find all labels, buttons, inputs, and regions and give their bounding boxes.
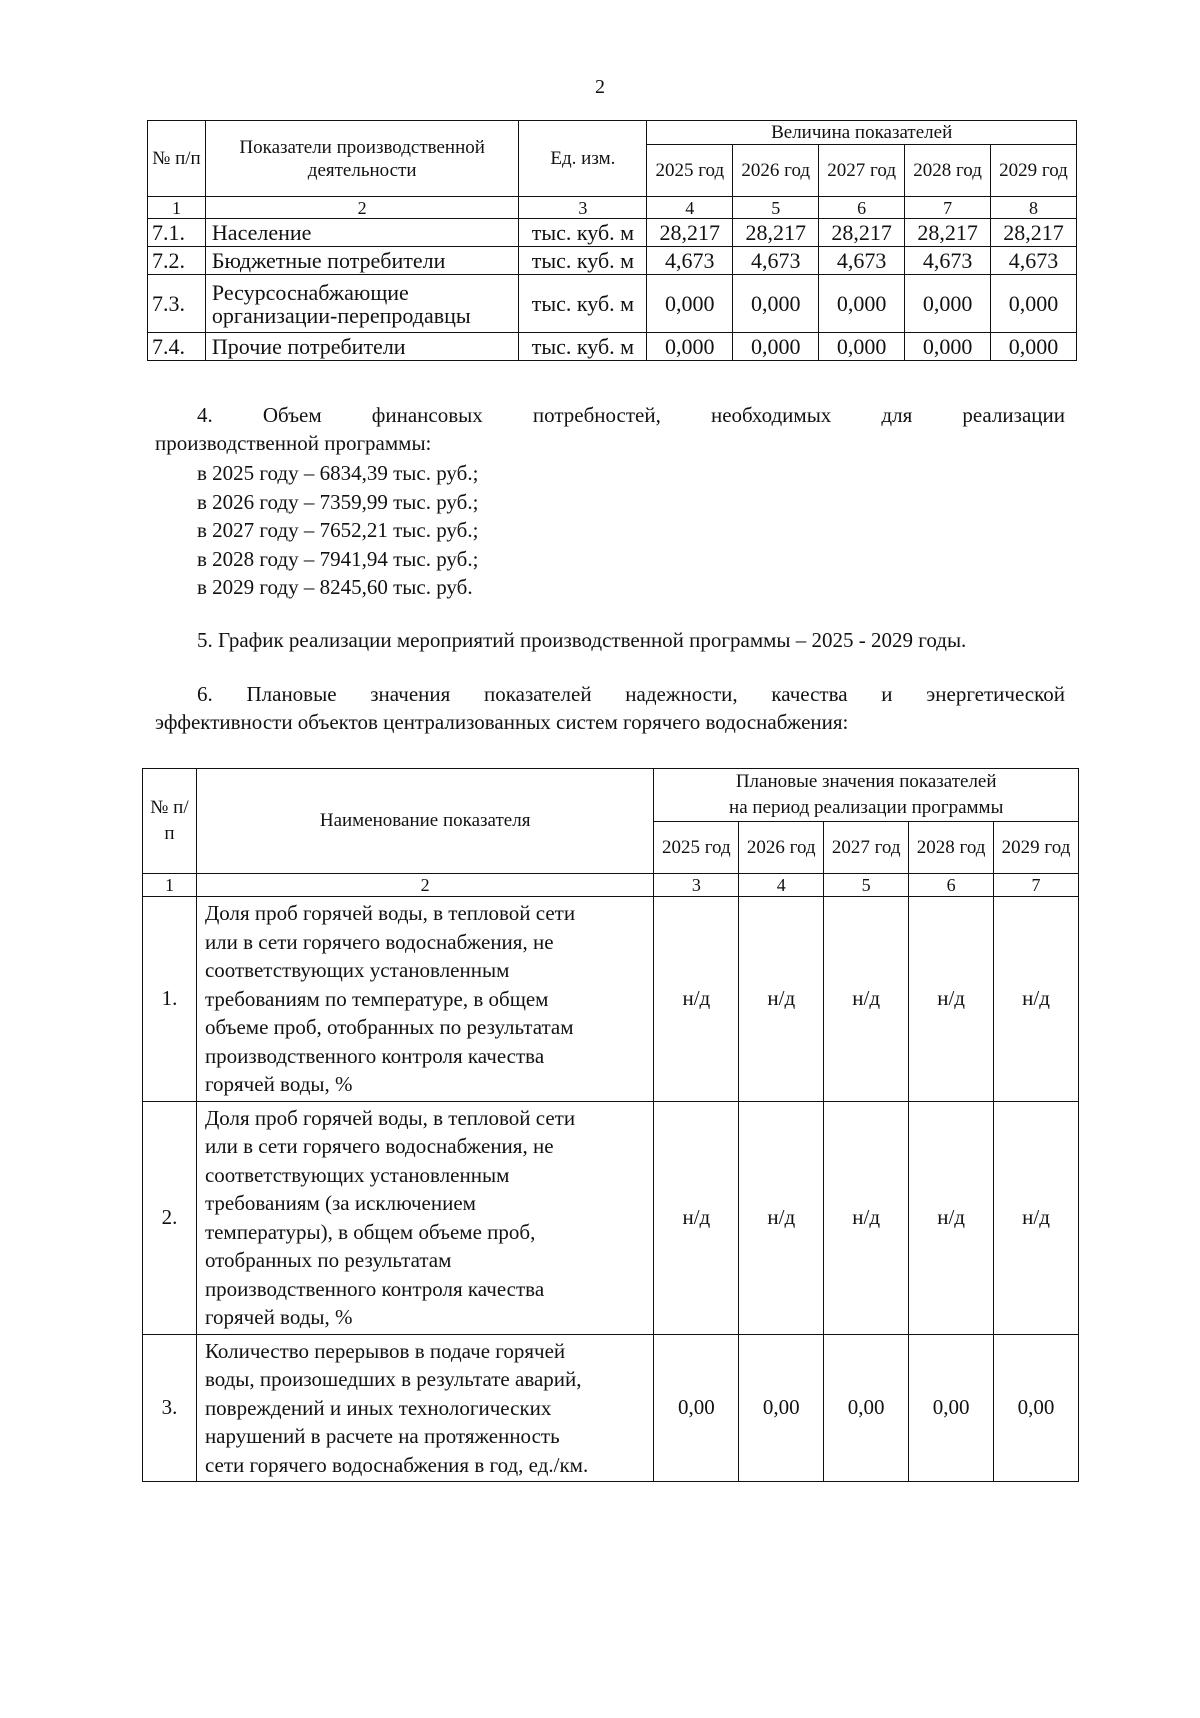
header-unit: Ед. изм. xyxy=(519,121,647,197)
row-value: 4,673 xyxy=(819,247,905,275)
column-number: 5 xyxy=(733,197,819,219)
table-row xyxy=(148,219,1077,247)
header-num: № п/п xyxy=(143,769,197,874)
row-num: 7.1. xyxy=(148,219,206,247)
row-value: н/д xyxy=(994,897,1079,1102)
row-name: Население xyxy=(205,219,519,247)
section-6-line-2: эффективности объектов централизованных систем горячего водоснабжения: xyxy=(155,710,849,734)
row-unit: тыс. куб. м xyxy=(519,333,647,361)
row-value: 4,673 xyxy=(647,247,733,275)
row-name-line: или в сети горячего водоснабжения, не xyxy=(204,1134,554,1158)
column-number: 2 xyxy=(196,874,653,897)
row-value: 0,00 xyxy=(909,1334,994,1482)
row-name-line: Количество перерывов в подаче горячей xyxy=(204,1338,566,1363)
row-name-line: Доля проб горячей воды, в тепловой сети xyxy=(204,901,576,925)
list-item: в 2025 году – 6834,39 тыс. руб.; xyxy=(197,461,479,485)
row-name-line: нарушений в расчете на протяженность xyxy=(204,1424,560,1448)
column-number: 7 xyxy=(994,874,1079,897)
header-year: 2027 год xyxy=(824,822,909,874)
row-name-line: горячей воды, % xyxy=(204,1305,353,1329)
row-value: 0,000 xyxy=(991,275,1077,333)
row-name-line: производственного контроля качества xyxy=(204,1043,545,1068)
header-year: 2028 год xyxy=(909,822,994,874)
row-value: 28,217 xyxy=(905,219,991,247)
row-value: 0,000 xyxy=(905,275,991,333)
row-value: 0,000 xyxy=(905,333,991,361)
column-number: 4 xyxy=(739,874,824,897)
table-row xyxy=(143,1101,1079,1334)
row-name: Ресурсоснабжающие организации-перепродавцы xyxy=(205,275,519,333)
row-name-line: отобранных по результатам xyxy=(204,1248,452,1272)
row-value: н/д xyxy=(739,1101,824,1334)
row-num: 3. xyxy=(143,1334,197,1482)
row-value: 4,673 xyxy=(733,247,819,275)
row-num: 1. xyxy=(143,897,197,1102)
row-value: 0,00 xyxy=(739,1334,824,1482)
row-value: н/д xyxy=(909,897,994,1102)
column-number: 2 xyxy=(205,197,519,219)
header-year: 2029 год xyxy=(991,145,1077,197)
column-number: 6 xyxy=(819,197,905,219)
column-number: 3 xyxy=(654,874,739,897)
header-year: 2027 год xyxy=(819,145,905,197)
row-value: 0,000 xyxy=(647,333,733,361)
section-4-line-1: 4. Объем финансовых потребностей, необходимых для реализации xyxy=(197,403,1065,427)
section-6-paragraph xyxy=(155,680,1065,736)
row-value: н/д xyxy=(739,897,824,1102)
row-value: 0,00 xyxy=(994,1334,1079,1482)
row-name xyxy=(196,1101,653,1334)
row-name-line: производственного контроля качества xyxy=(204,1276,545,1301)
header-group-line-2: на период реализации программы xyxy=(729,797,1004,818)
row-name: Бюджетные потребители xyxy=(205,247,519,275)
column-number: 7 xyxy=(905,197,991,219)
table-row xyxy=(148,275,1077,333)
section-4-line-2: производственной программы: xyxy=(155,431,432,455)
row-name xyxy=(196,897,653,1102)
table-row xyxy=(143,897,1079,1102)
row-unit: тыс. куб. м xyxy=(519,275,647,333)
row-name xyxy=(196,1334,653,1482)
header-num: № п/п xyxy=(148,121,206,197)
row-name-line: воды, произошедших в результате аварий, xyxy=(204,1367,582,1391)
header-year: 2029 год xyxy=(994,822,1079,874)
column-number: 6 xyxy=(909,874,994,897)
row-value: 28,217 xyxy=(991,219,1077,247)
row-value: 0,000 xyxy=(647,275,733,333)
row-value: 4,673 xyxy=(991,247,1077,275)
header-group-line-1: Плановые значения показателей xyxy=(735,771,997,792)
row-num: 7.4. xyxy=(148,333,206,361)
section-4-paragraph xyxy=(155,401,1065,457)
list-item: в 2027 году – 7652,21 тыс. руб.; xyxy=(197,518,479,542)
page-number: 2 xyxy=(595,76,605,98)
header-indicator-name: Показатели производственной деятельности xyxy=(205,121,519,197)
column-number: 1 xyxy=(143,874,197,897)
row-name-line: соответствующих установленным xyxy=(204,1162,510,1187)
row-value: н/д xyxy=(909,1101,994,1334)
row-unit: тыс. куб. м xyxy=(519,219,647,247)
table-row xyxy=(143,1334,1079,1482)
row-value: н/д xyxy=(994,1101,1079,1334)
row-name-line: требованиям (за исключением xyxy=(204,1191,476,1215)
column-number-row xyxy=(148,197,1077,219)
row-num: 7.2. xyxy=(148,247,206,275)
row-value: 0,000 xyxy=(733,333,819,361)
row-value: 0,000 xyxy=(733,275,819,333)
row-unit: тыс. куб. м xyxy=(519,247,647,275)
row-value: 4,673 xyxy=(905,247,991,275)
row-value: 0,00 xyxy=(654,1334,739,1482)
column-number: 8 xyxy=(991,197,1077,219)
row-name-line: Доля проб горячей воды, в тепловой сети xyxy=(204,1105,576,1130)
list-item: в 2026 году – 7359,99 тыс. руб.; xyxy=(197,489,479,514)
column-number: 4 xyxy=(647,197,733,219)
table-row xyxy=(148,333,1077,361)
list-item: в 2029 году – 8245,60 тыс. руб. xyxy=(197,575,473,599)
row-value: 28,217 xyxy=(819,219,905,247)
row-value: н/д xyxy=(824,897,909,1102)
production-indicators-table xyxy=(147,120,1077,361)
row-value: 0,000 xyxy=(819,275,905,333)
row-name-line: требованиям по температуре, в общем xyxy=(204,986,549,1011)
header-values-group: Величина показателей xyxy=(647,121,1077,145)
row-name: Прочие потребители xyxy=(205,333,519,361)
row-name-line: повреждений и иных технологических xyxy=(204,1395,552,1420)
row-num: 7.3. xyxy=(148,275,206,333)
header-year: 2025 год xyxy=(654,822,739,874)
list-item: в 2028 году – 7941,94 тыс. руб.; xyxy=(197,546,479,571)
row-name-line: объеме проб, отобранных по результатам xyxy=(204,1015,574,1039)
row-value: 28,217 xyxy=(647,219,733,247)
row-name-line: температуры), в общем объеме проб, xyxy=(204,1219,536,1244)
section-6-line-1: 6. Плановые значения показателей надежности, качества и энергетической xyxy=(197,682,1065,706)
row-name-line: горячей воды, % xyxy=(204,1072,353,1096)
row-name-line: или в сети горячего водоснабжения, не xyxy=(204,929,554,954)
column-number: 1 xyxy=(148,197,206,219)
section-5-paragraph: 5. График реализации мероприятий производственной программы – 2025 - 2029 годы. xyxy=(197,628,967,652)
row-num: 2. xyxy=(143,1101,197,1334)
reliability-indicators-table xyxy=(142,768,1079,1482)
header-year: 2025 год xyxy=(647,145,733,197)
row-name-line: соответствующих установленным xyxy=(204,958,510,982)
header-year: 2028 год xyxy=(905,145,991,197)
row-value: 0,00 xyxy=(824,1334,909,1482)
column-number: 3 xyxy=(519,197,647,219)
column-number-row xyxy=(143,874,1079,897)
row-value: 0,000 xyxy=(819,333,905,361)
header-year: 2026 год xyxy=(733,145,819,197)
header-values-group xyxy=(654,769,1079,822)
row-value: н/д xyxy=(654,897,739,1102)
row-value: н/д xyxy=(824,1101,909,1334)
row-value: 28,217 xyxy=(733,219,819,247)
column-number: 5 xyxy=(824,874,909,897)
row-value: 0,000 xyxy=(991,333,1077,361)
header-year: 2026 год xyxy=(739,822,824,874)
header-indicator-name: Наименование показателя xyxy=(196,769,653,874)
financial-needs-list xyxy=(197,459,478,602)
row-value: н/д xyxy=(654,1101,739,1334)
row-name-line: сети горячего водоснабжения в год, ед./км. xyxy=(204,1452,589,1477)
table-row xyxy=(148,247,1077,275)
